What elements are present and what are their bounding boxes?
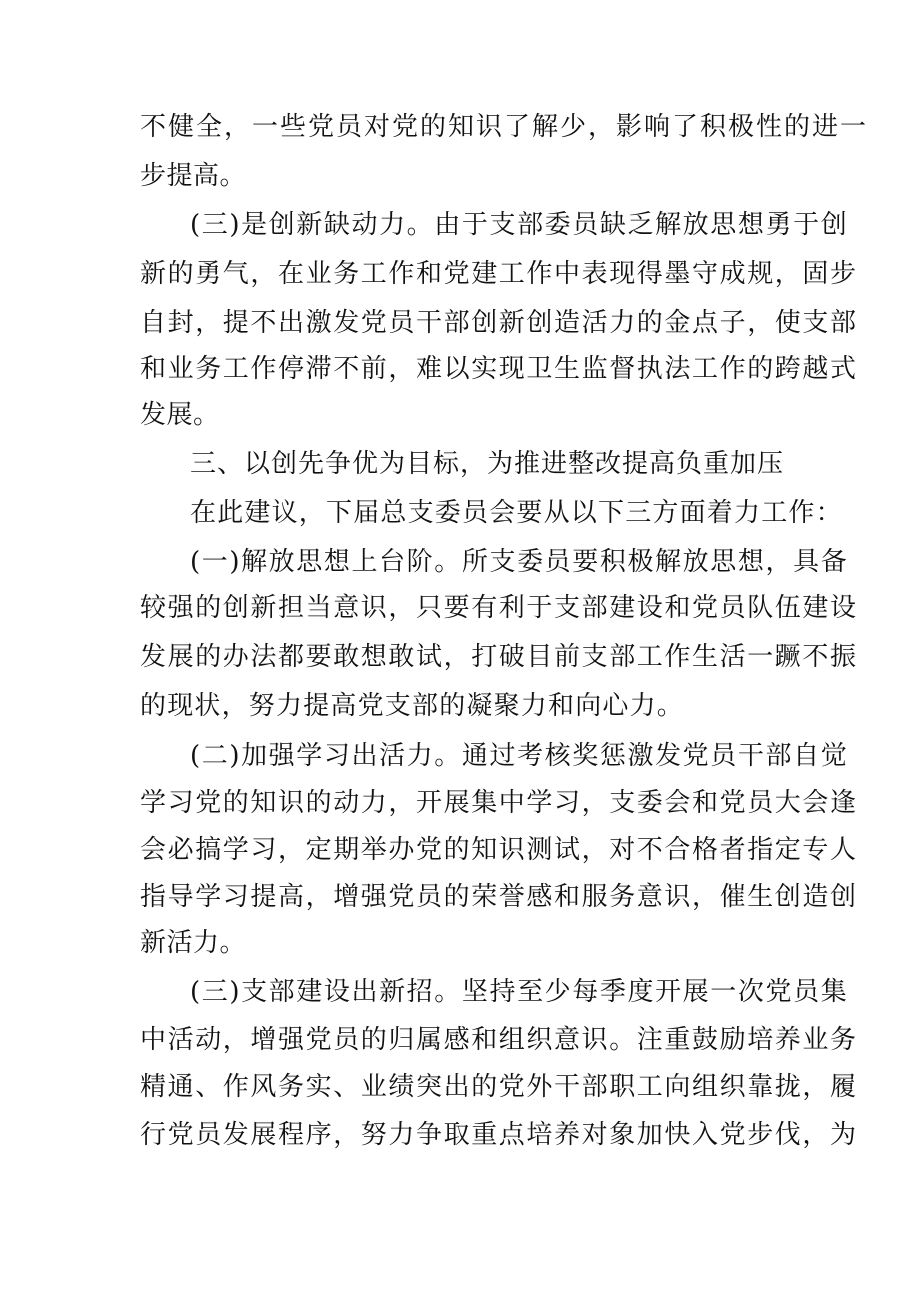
paragraph-line: 发展的办法都要敢想敢试，打破目前支部工作生活一蹶不振	[140, 642, 858, 672]
paragraph-line: 中活动，增强党员的归属感和组织意识。注重鼓励培养业务	[140, 1025, 858, 1055]
paragraph-line: 不健全，一些党员对党的知识了解少，影响了积极性的进一	[140, 112, 869, 142]
paragraph-line: 的现状，努力提高党支部的凝聚力和向心力。	[140, 691, 685, 721]
paragraph-line: 学习党的知识的动力，开展集中学习，支委会和党员大会逢	[140, 788, 858, 818]
paragraph-line: 新的勇气，在业务工作和党建工作中表现得墨守成规，固步	[140, 259, 858, 289]
paragraph-line: (二)加强学习出活力。通过考核奖惩激发党员干部自觉	[190, 741, 849, 771]
section-heading: 三、以创先争优为目标，为推进整改提高负重加压	[190, 449, 785, 479]
paragraph-line: 在此建议，下届总支委员会要从以下三方面着力工作：	[190, 498, 843, 528]
paragraph-line: 和业务工作停滞不前，难以实现卫生监督执法工作的跨越式	[140, 354, 858, 384]
paragraph-line: 发展。	[140, 400, 220, 430]
paragraph-line: 行党员发展程序，努力争取重点培养对象加快入党步伐，为	[140, 1120, 858, 1150]
paragraph-line: 指导学习提高，增强党员的荣誉感和服务意识，催生创造创	[140, 882, 858, 912]
paragraph-line: 自封，提不出激发党员干部创新创造活力的金点子，使支部	[140, 308, 858, 338]
paragraph-line: 精通、作风务实、业绩突出的党外干部职工向组织靠拢，履	[140, 1072, 858, 1102]
paragraph-line: 较强的创新担当意识，只要有利于支部建设和党员队伍建设	[140, 593, 858, 623]
paragraph-line: (三)支部建设出新招。坚持至少每季度开展一次党员集	[190, 977, 849, 1007]
paragraph-line: (三)是创新缺动力。由于支部委员缺乏解放思想勇于创	[190, 210, 849, 240]
paragraph-line: (一)解放思想上台阶。所支委员要积极解放思想，具备	[190, 547, 849, 577]
paragraph-line: 步提高。	[140, 161, 247, 191]
paragraph-line: 会必搞学习，定期举办党的知识测试，对不合格者指定专人	[140, 835, 858, 865]
paragraph-line: 新活力。	[140, 928, 247, 958]
